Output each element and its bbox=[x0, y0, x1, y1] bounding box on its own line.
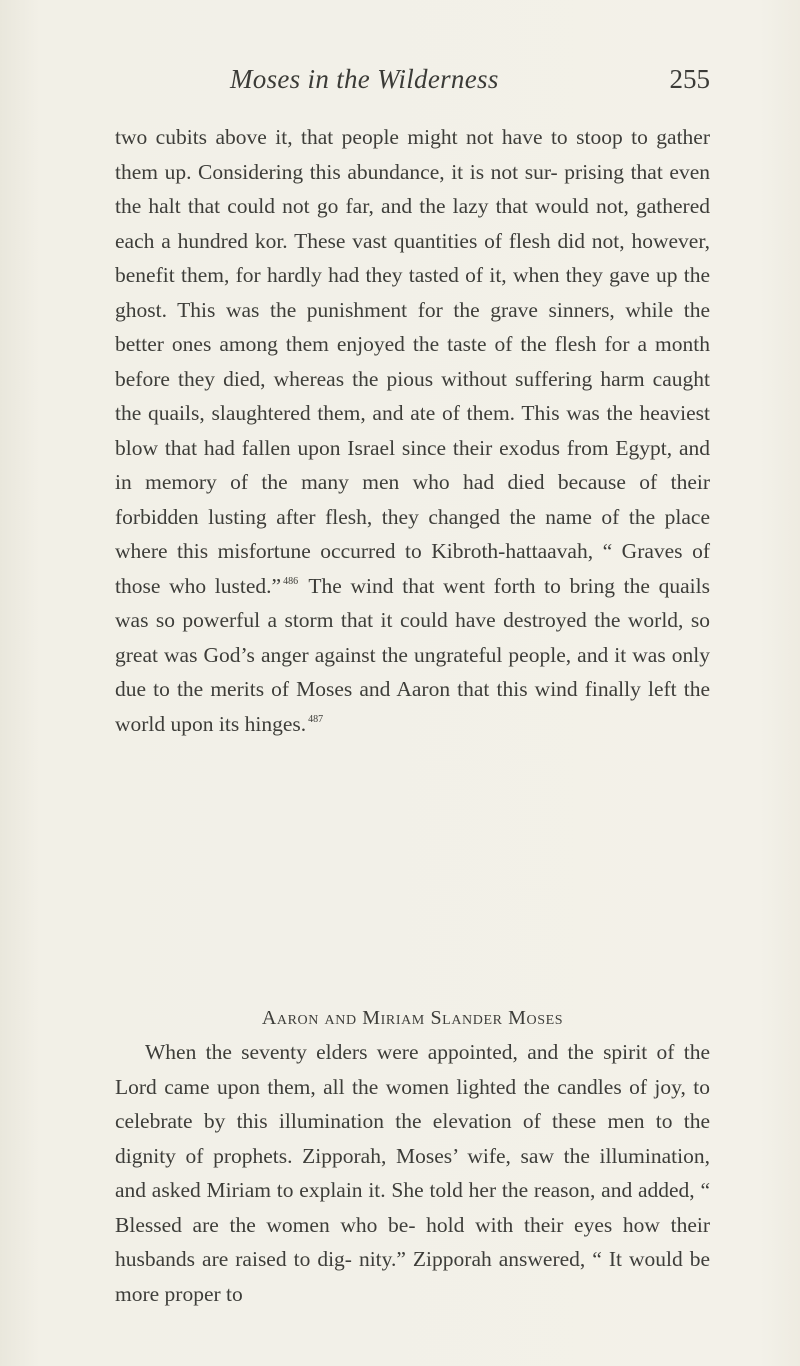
page-header bbox=[230, 64, 710, 108]
footnote-ref-486: 486 bbox=[283, 575, 299, 587]
running-title: Moses in the Wilderness bbox=[230, 64, 499, 94]
paragraph-1-text bbox=[115, 120, 710, 741]
paragraph-2-text: When the seventy elders were appointed, and the spirit of the Lord came upon them, all the women lighted the candles of joy, to celebrate by this illumination the elevation of these men to the dignity of prophets. Zipporah, Moses’ wife, saw the illumination, and asked Miriam to explain it. She told her the reason, and added, “ Blessed are the women who be- hold with their eyes how their husbands are raised to dig- nity.” Zipporah answered, “ It would be more proper to bbox=[115, 1040, 710, 1306]
page-number: 255 bbox=[669, 64, 710, 94]
paragraph-2 bbox=[115, 1035, 710, 1311]
paragraph-1 bbox=[115, 120, 710, 741]
section-heading: Aaron and Miriam Slander Moses bbox=[261, 1007, 564, 1029]
footnote-ref-487: 487 bbox=[308, 713, 324, 725]
paragraph-1-part-1: two cubits above it, that people might not have to stoop to gather them up. Considering this abundance, it is not sur- prising that even the halt that could not go far, and the lazy that would not, gathered each a hundred kor. These vast quantities of flesh did not, however, benefit them, for hardly had they tasted of it, when they gave up the ghost. This was the punishment for the grave sinners, while the better ones among them enjoyed the taste of the flesh for a month before they died, whereas the pious without suffering harm caught the quails, slaughtered them, and ate of them. This was the heaviest blow that had fallen upon Israel since their exodus from Egypt, and in memory of the many men who had died because of their forbidden lusting after flesh, they changed the name of the place where this misfortune occurred to Kibroth-hattaavah, “ Graves of those who lusted.” bbox=[115, 125, 710, 598]
paragraph-1-part-2: The wind that went forth to bring the quails was so powerful a storm that it could have destroyed the world, so great was God’s anger against the ungrateful people, and it was only due to the merits of Moses and Aaron that this wind finally left the world upon its hinges. bbox=[115, 573, 710, 736]
